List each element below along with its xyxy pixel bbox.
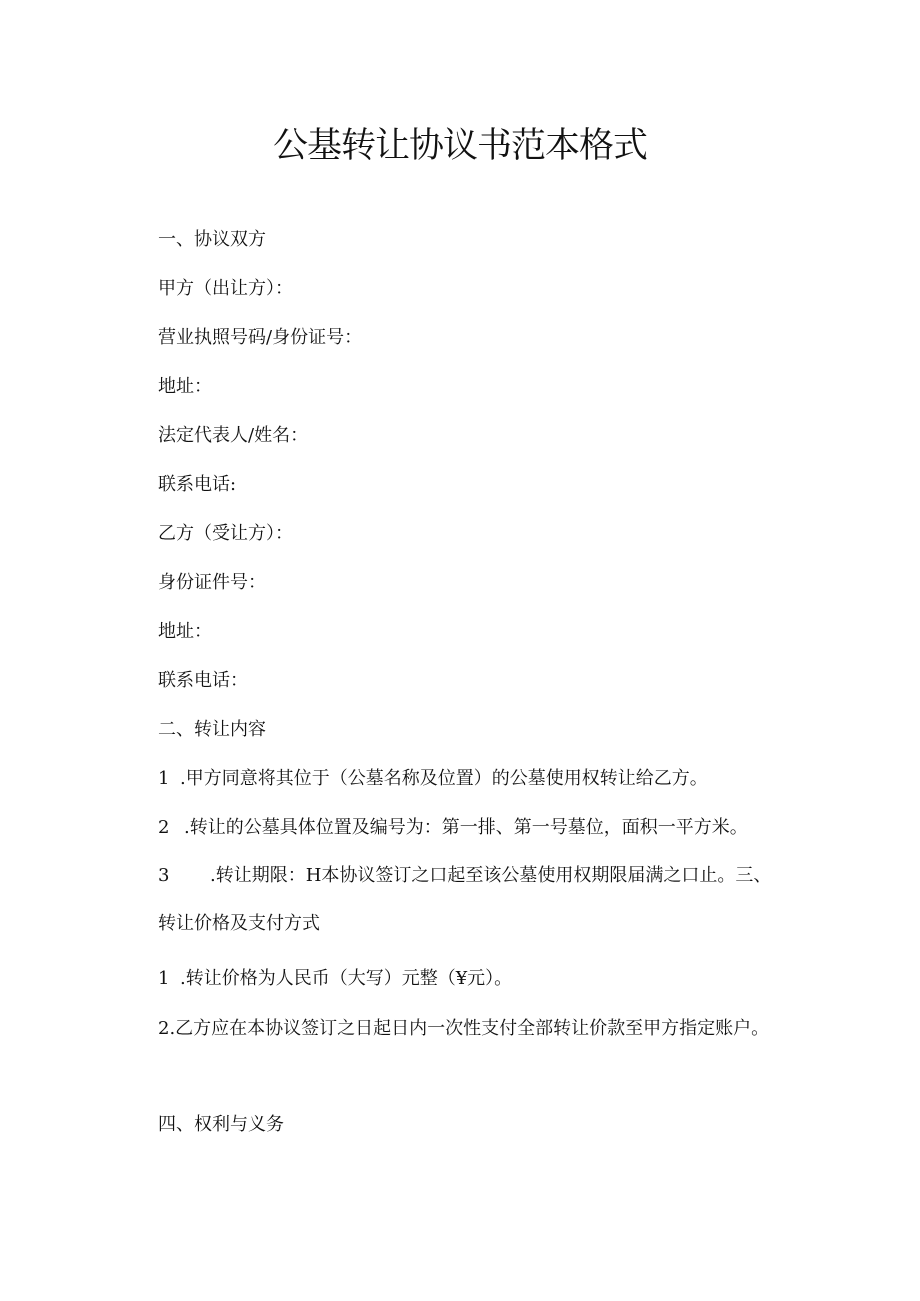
address-a-label: 地址： (158, 376, 212, 397)
item-text: .转让期限：H本协议签订之口起至该公墓使用权期限届满之口止。三、 (210, 865, 772, 886)
item-number: 2 (158, 817, 170, 838)
payment-item-1 (158, 965, 512, 993)
phone-a-label: 联系电话: (158, 474, 237, 495)
id-b-label: 身份证件号： (158, 572, 266, 593)
transfer-item-1 (158, 765, 708, 793)
section-heading-price: 转让价格及支付方式 (158, 913, 320, 934)
phone-b-label: 联系电话： (158, 670, 248, 691)
transfer-item-3 (158, 862, 771, 890)
party-a-label: 甲方（出让方）： (158, 278, 293, 299)
payment-item-2: 2.乙方应在本协议签订之日起日内一次性支付全部转让价款至甲方指定账户。 (158, 1018, 770, 1039)
transfer-item-2 (158, 814, 748, 842)
address-b-label: 地址： (158, 621, 212, 642)
item-number: 1 (158, 968, 170, 989)
item-number: 1 (158, 768, 170, 789)
section-heading-rights: 四、权利与义务 (158, 1114, 284, 1135)
item-text: .甲方同意将其位于（公墓名称及位置）的公墓使用权转让给乙方。 (180, 768, 708, 789)
page-title: 公基转让协议书范本格式 (272, 126, 647, 166)
license-id-label: 营业执照号码/身份证号： (158, 327, 363, 348)
legal-rep-label: 法定代表人/姓名： (158, 425, 309, 446)
item-text: .转让价格为人民币（大写）元整（¥元）。 (180, 968, 513, 989)
party-b-label: 乙方（受让方）： (158, 523, 293, 544)
item-number: 3 (158, 865, 170, 886)
section-heading-parties: 一、协议双方 (158, 229, 266, 250)
section-heading-transfer: 二、转让内容 (158, 719, 266, 740)
item-text: .转让的公墓具体位置及编号为：第一排、第一号墓位，面积一平方米。 (184, 817, 748, 838)
